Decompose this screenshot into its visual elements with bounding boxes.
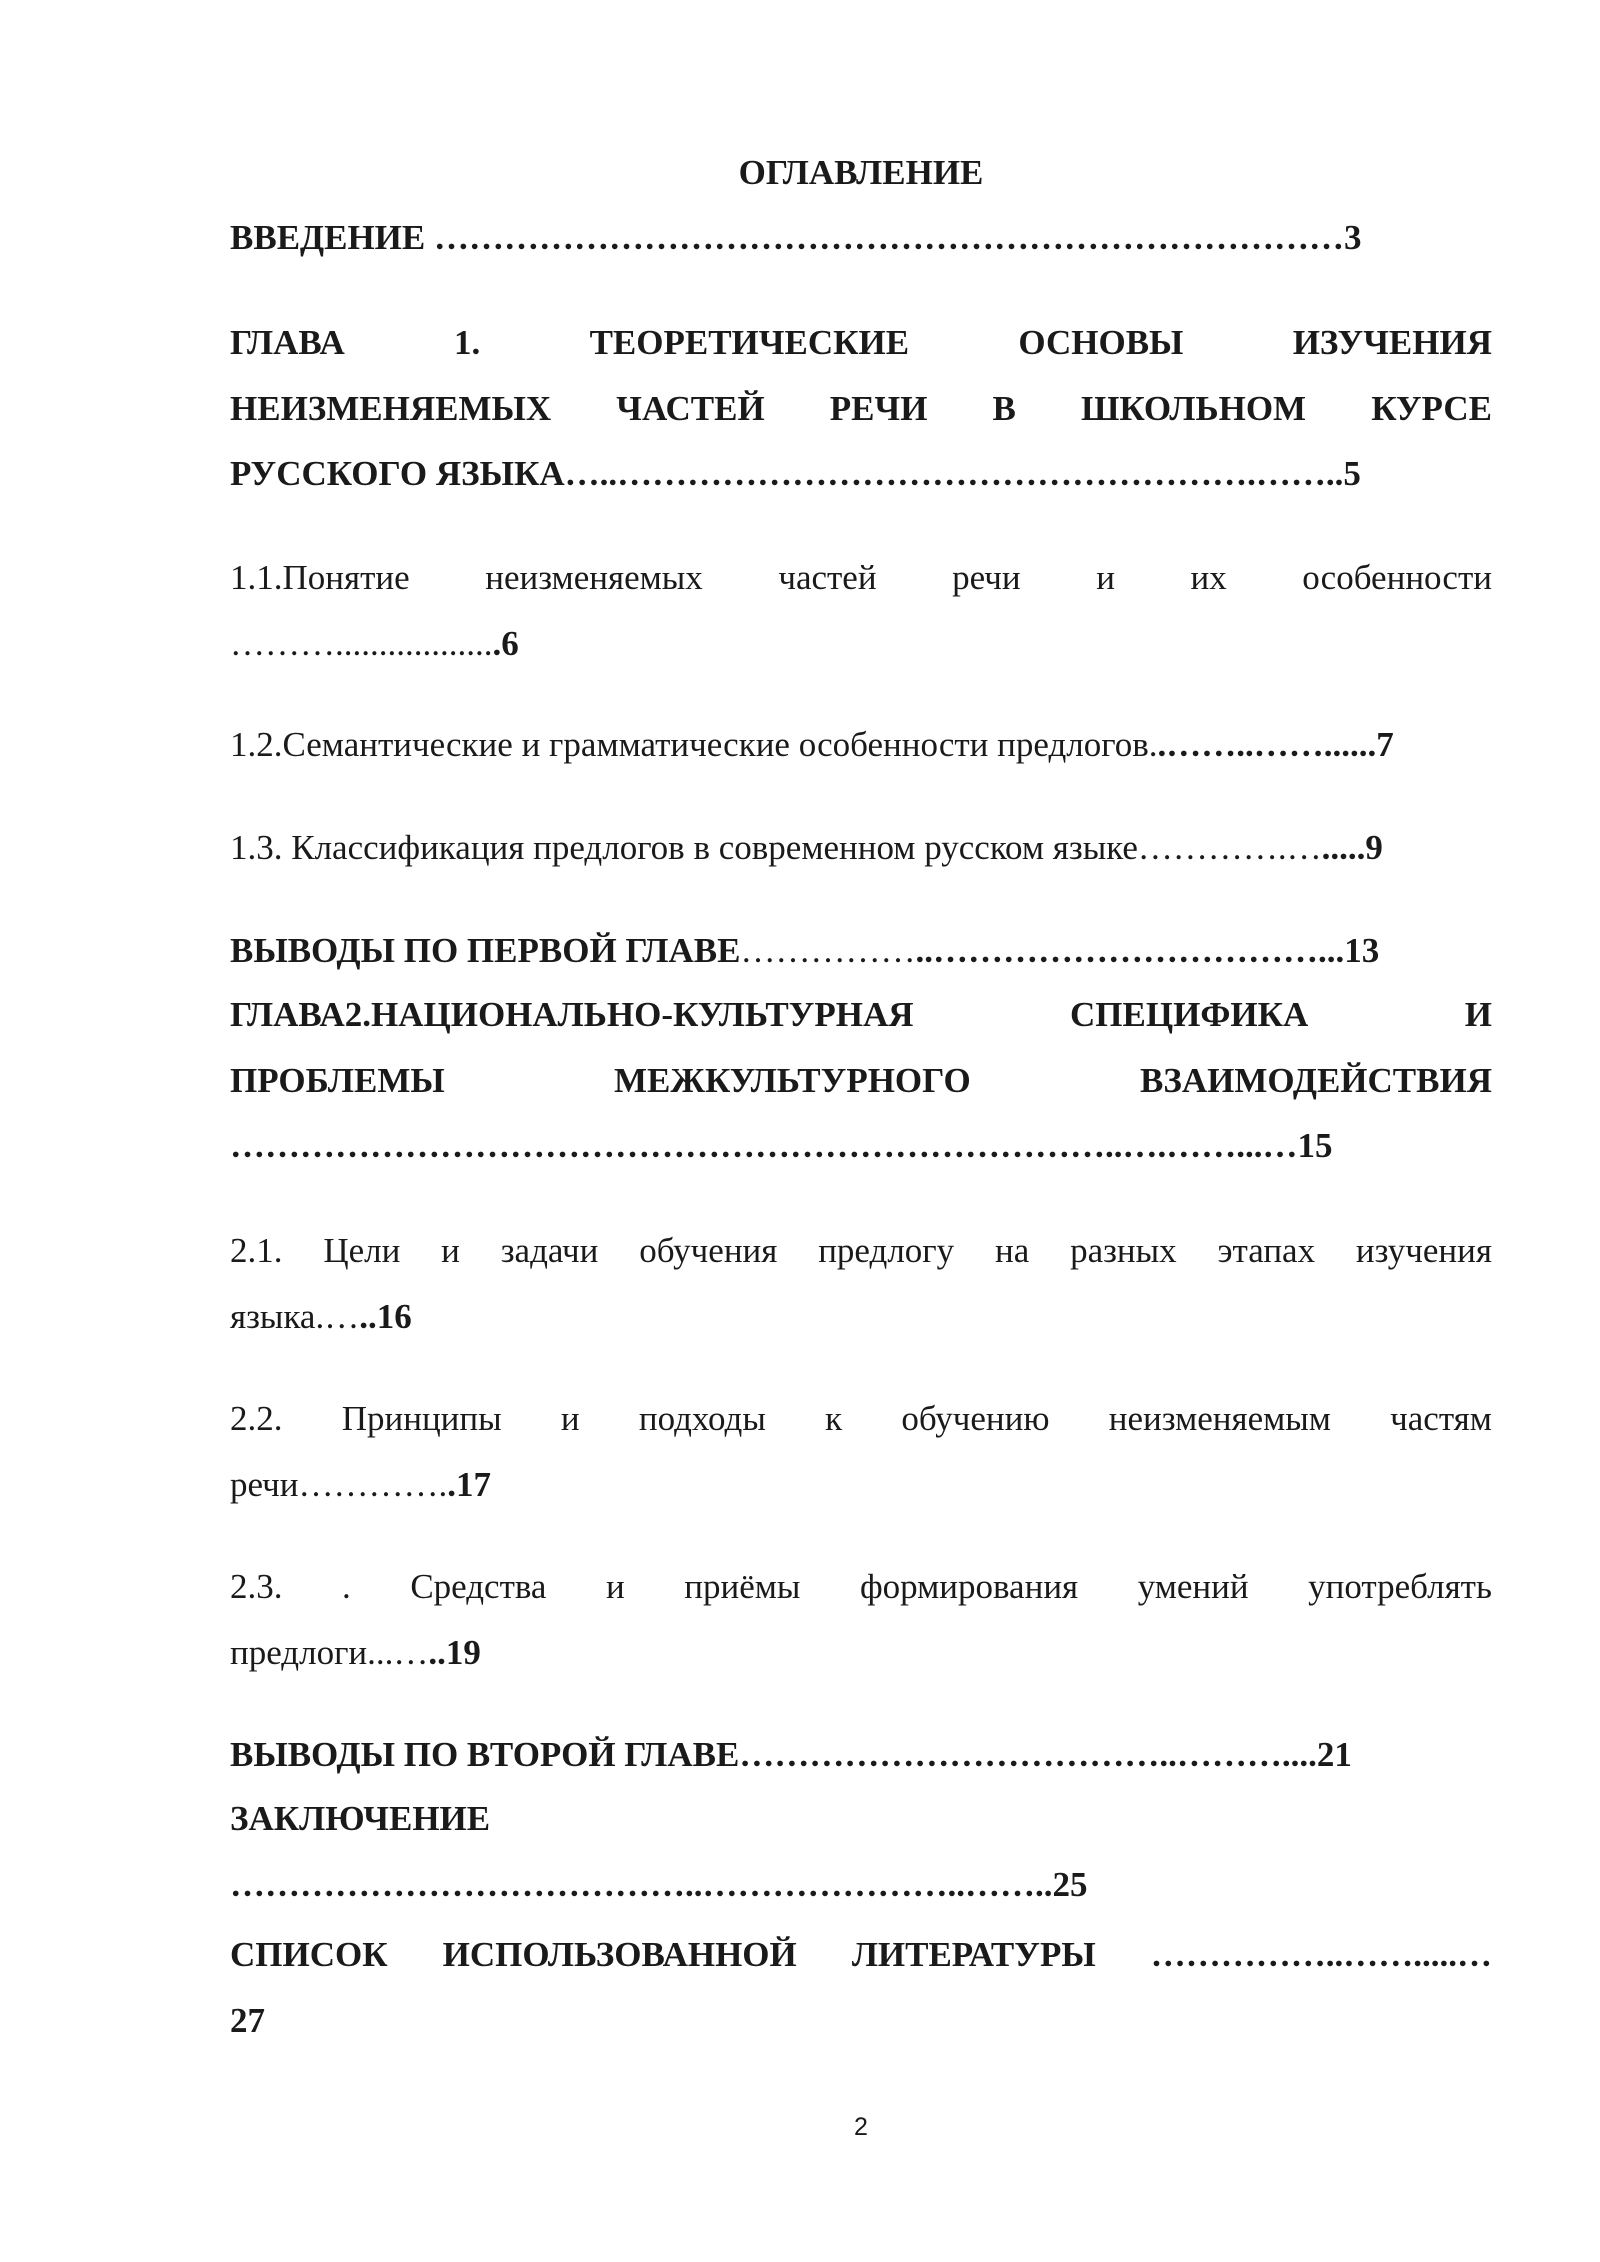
word: предлогу <box>818 1231 955 1270</box>
word: на <box>994 1231 1030 1270</box>
word: обучению <box>901 1399 1050 1438</box>
toc-entry-conclusion <box>230 1786 1492 1917</box>
word: особенности <box>1302 558 1492 597</box>
word: разных <box>1070 1231 1177 1270</box>
word: ШКОЛЬНОМ <box>1080 388 1307 428</box>
word: к <box>825 1399 843 1438</box>
toc-page-number: .....9 <box>1321 828 1383 867</box>
word: неизменяемым <box>1108 1399 1331 1438</box>
toc-title: ОГЛАВЛЕНИЕ <box>738 153 984 192</box>
toc-entry-section-1-3 <box>230 815 1492 881</box>
toc-entry-line <box>230 1554 1492 1620</box>
toc-entry-line <box>230 918 1492 984</box>
toc-entry-line <box>230 1620 1492 1686</box>
word: этапах <box>1217 1231 1316 1270</box>
toc-entry-conclusions-chapter-1 <box>230 918 1492 984</box>
word: неизменяемых <box>485 558 703 597</box>
word: ГЛАВА <box>230 323 345 362</box>
toc-page-number: .17 <box>447 1464 491 1504</box>
word: формирования <box>859 1567 1079 1606</box>
toc-entry-introduction <box>230 205 1492 271</box>
toc-entry-section-1-2 <box>230 712 1492 778</box>
toc-entry-chapter-1 <box>230 310 1492 507</box>
word: ГЛАВА2.НАЦИОНАЛЬНО-КУЛЬТУРНАЯ <box>230 995 914 1034</box>
word: и <box>1096 558 1115 597</box>
word: и <box>441 1231 460 1270</box>
word: речи <box>952 558 1021 597</box>
word: . <box>342 1567 351 1606</box>
toc-entry-line <box>230 611 1492 677</box>
toc-entry-line: ЗАКЛЮЧЕНИЕ <box>230 1799 491 1838</box>
word: частей <box>778 558 877 597</box>
word: и <box>606 1567 625 1606</box>
word: их <box>1190 558 1227 597</box>
toc-entry-chapter-2 <box>230 982 1492 1179</box>
toc-dots: …………… <box>740 931 916 970</box>
toc-page-number: ..16 <box>359 1296 412 1336</box>
toc-entry-text: ВВЕДЕНИЕ ……………………………………………………………………3 <box>230 218 1362 257</box>
toc-page-number: .……..……......7 <box>1157 725 1394 764</box>
toc-entry-line: …………………………………..…………………..……..25 <box>230 1864 1088 1904</box>
toc-entry-section-2-3 <box>230 1554 1492 1685</box>
word: изучения <box>1355 1231 1492 1270</box>
word: РЕЧИ <box>829 388 928 428</box>
word: частям <box>1390 1399 1492 1438</box>
toc-entry-line: ВЫВОДЫ ПО ВТОРОЙ ГЛАВЕ………………………………..………....21 <box>230 1735 1352 1774</box>
word: Цели <box>323 1231 401 1270</box>
word: умений <box>1137 1567 1249 1606</box>
toc-entry-text: ВЫВОДЫ ПО ПЕРВОЙ ГЛАВЕ <box>230 931 741 970</box>
word: СПИСОК <box>230 1935 388 1974</box>
word: ТЕОРЕТИЧЕСКИЕ <box>589 323 910 362</box>
toc-entry-section-1-1 <box>230 545 1492 676</box>
word: СПЕЦИФИКА <box>1070 995 1309 1034</box>
word: ИСПОЛЬЗОВАННОЙ <box>442 1935 797 1974</box>
word: КУРСЕ <box>1371 388 1492 428</box>
toc-entry-text: 1.3. Классификация предлогов в современном русском языке………….… <box>230 828 1322 867</box>
word: ПРОБЛЕМЫ <box>230 1060 445 1100</box>
toc-entry-line <box>230 376 1492 442</box>
word: и <box>560 1399 580 1438</box>
word: 1. <box>454 323 481 362</box>
toc-entry-text: языка.… <box>230 1296 360 1336</box>
toc-entry-text: 1.2.Семантические и грамматические особенности предлогов. <box>230 725 1158 764</box>
toc-entry-conclusions-chapter-2 <box>230 1722 1492 1788</box>
word: 1.1.Понятие <box>230 558 410 597</box>
toc-entry-line <box>230 1386 1492 1452</box>
word: подходы <box>638 1399 766 1438</box>
toc-page-number: ..……………………………...13 <box>915 931 1380 970</box>
toc-entry-line <box>230 712 1492 778</box>
toc-dots: ……….................. <box>230 623 493 663</box>
word: Принципы <box>341 1399 502 1438</box>
toc-entry-line <box>230 1048 1492 1114</box>
toc-entry-bibliography <box>230 1922 1492 2053</box>
toc-page-number: 27 <box>230 2000 265 2040</box>
toc-entry-line: РУССКОГО ЯЗЫКА…..……………………………………………….……..5 <box>230 454 1361 493</box>
toc-entry-line <box>230 1922 1492 1988</box>
word: ИЗУЧЕНИЯ <box>1292 323 1492 362</box>
word: ВЗАИМОДЕЙСТВИЯ <box>1140 1060 1492 1100</box>
word: 2.3. <box>230 1567 283 1606</box>
toc-entry-line <box>230 1452 1492 1518</box>
word: В <box>992 388 1016 428</box>
word: НЕИЗМЕНЯЕМЫХ <box>230 388 552 428</box>
toc-entry-text: предлоги...… <box>230 1632 429 1672</box>
toc-entry-line <box>230 545 1492 611</box>
toc-entry-section-2-2 <box>230 1386 1492 1517</box>
toc-entry-line <box>230 815 1492 881</box>
word: ЧАСТЕЙ <box>616 388 765 428</box>
word: Средства <box>410 1567 547 1606</box>
word: 2.1. <box>230 1231 283 1270</box>
word: употреблять <box>1308 1567 1492 1606</box>
word: 2.2. <box>230 1399 283 1438</box>
word: ЛИТЕРАТУРЫ <box>851 1935 1096 1974</box>
toc-page-number: ..19 <box>428 1632 481 1672</box>
word: приёмы <box>684 1567 801 1606</box>
word: И <box>1464 995 1492 1034</box>
toc-entry-line <box>230 1284 1492 1350</box>
toc-entry-line <box>230 310 1492 376</box>
toc-entry-line <box>230 1218 1492 1284</box>
page-number: 2 <box>854 2113 868 2141</box>
toc-entry-line <box>230 982 1492 1048</box>
word: МЕЖКУЛЬТУРНОГО <box>613 1060 971 1100</box>
word: обучения <box>639 1231 778 1270</box>
word: задачи <box>500 1231 599 1270</box>
word: ……………..…….....… <box>1150 1935 1492 1974</box>
toc-entry-text: речи…………. <box>230 1464 448 1504</box>
toc-entry-line: …………………………………………………………………..….……...…15 <box>230 1126 1333 1165</box>
toc-page-number: .6 <box>492 623 519 663</box>
word: ОСНОВЫ <box>1018 323 1184 362</box>
toc-entry-section-2-1 <box>230 1218 1492 1349</box>
